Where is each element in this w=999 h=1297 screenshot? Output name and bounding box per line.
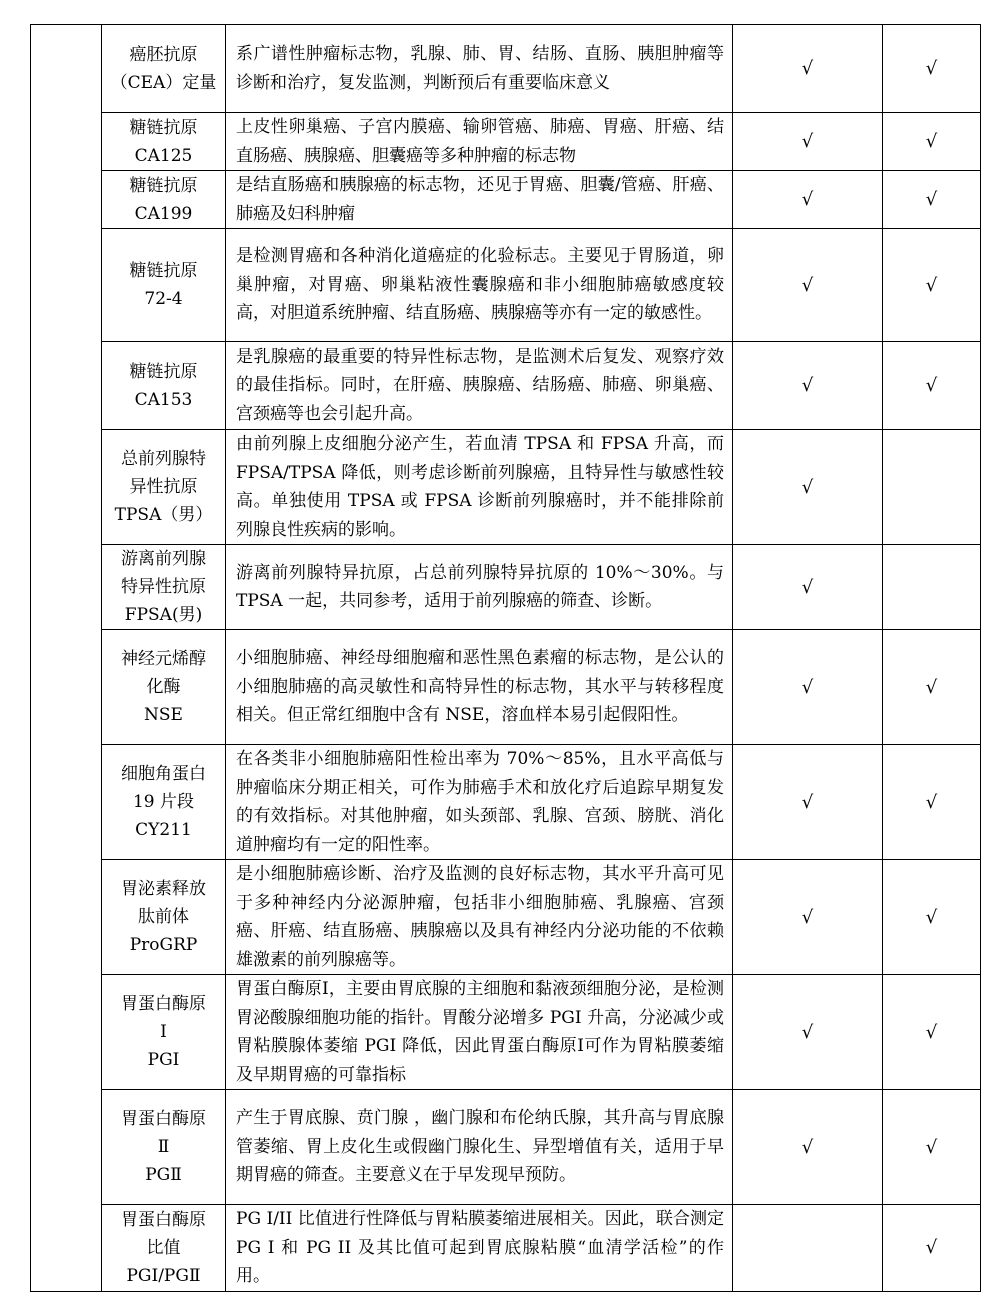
marker-name-line: 细胞角蛋白 bbox=[121, 764, 206, 784]
marker-name-line: PGⅡ bbox=[145, 1165, 182, 1185]
marker-description: 是乳腺癌的最重要的特异性标志物，是监测术后复发、观察疗效的最佳指标。同时，在肝癌、胰腺癌、结肠癌、肺癌、卵巢癌、宫颈癌等也会引起升高。 bbox=[226, 342, 733, 430]
marker-description: 小细胞肺癌、神经母细胞瘤和恶性黑色素瘤的标志物，是公认的小细胞肺癌的高灵敏性和高特异性的标志物，其水平与转移程度相关。但正常红细胞中含有 NSE，溶血样本易引起假阳性。 bbox=[226, 630, 733, 745]
check-mark-col4: √ bbox=[883, 1090, 981, 1205]
marker-name-line: 比值 bbox=[146, 1237, 181, 1258]
marker-description: 游离前列腺特异抗原，占总前列腺特异抗原的 10%～30%。与 TPSA 一起，共同参考，适用于前列腺癌的筛查、诊断。 bbox=[226, 545, 733, 630]
check-mark-col4: √ bbox=[883, 860, 981, 975]
marker-name-line: 胃蛋白酶原 bbox=[121, 994, 206, 1014]
marker-name-line: 异性抗原 bbox=[129, 477, 198, 497]
table-row bbox=[31, 171, 981, 229]
check-mark-col4: √ bbox=[883, 25, 981, 113]
marker-name-line: 糖链抗原 bbox=[129, 175, 198, 196]
marker-name-line: 神经元烯醇 bbox=[121, 649, 206, 669]
category-cell bbox=[31, 25, 102, 1292]
marker-name-cell bbox=[102, 1205, 226, 1292]
marker-name-line: 胃蛋白酶原 bbox=[121, 1209, 206, 1230]
marker-name-cell bbox=[102, 430, 226, 545]
marker-name-line: （CEA）定量 bbox=[110, 72, 217, 93]
marker-name-line: ProGRP bbox=[129, 935, 198, 955]
marker-name-line: 糖链抗原 bbox=[129, 261, 198, 281]
table-row bbox=[31, 1090, 981, 1205]
marker-name-line: NSE bbox=[144, 705, 183, 725]
check-mark-col4: √ bbox=[883, 113, 981, 171]
check-mark-col3: √ bbox=[733, 745, 883, 860]
marker-name-cell bbox=[102, 545, 226, 630]
marker-name-line: 总前列腺特 bbox=[121, 449, 206, 469]
table-row bbox=[31, 229, 981, 342]
table-row bbox=[31, 25, 981, 113]
marker-name-cell bbox=[102, 745, 226, 860]
marker-name-line: 化酶 bbox=[146, 677, 181, 697]
marker-name-line: 胃蛋白酶原 bbox=[121, 1109, 206, 1129]
check-mark-col3: √ bbox=[733, 171, 883, 229]
check-mark-col3: √ bbox=[733, 430, 883, 545]
table-row bbox=[31, 545, 981, 630]
marker-description: PG I/II 比值进行性降低与胃粘膜萎缩进展相关。因此，联合测定 PG I 和 PG II 及其比值可起到胃底腺粘膜“血清学活检”的作用。 bbox=[226, 1205, 733, 1292]
marker-name-cell bbox=[102, 113, 226, 171]
tumor-marker-table bbox=[30, 24, 981, 1292]
marker-name-line: Ⅰ bbox=[160, 1022, 167, 1042]
check-mark-col3: √ bbox=[733, 630, 883, 745]
check-mark-col4: √ bbox=[883, 1205, 981, 1292]
table-row bbox=[31, 860, 981, 975]
check-mark-col4 bbox=[883, 430, 981, 545]
marker-name-cell bbox=[102, 342, 226, 430]
marker-name-line: 胃泌素释放 bbox=[121, 879, 206, 899]
marker-name-line: Ⅱ bbox=[157, 1137, 170, 1157]
check-mark-col3: √ bbox=[733, 113, 883, 171]
check-mark-col4: √ bbox=[883, 342, 981, 430]
marker-name-line: 癌胚抗原 bbox=[129, 44, 198, 65]
table-body bbox=[31, 25, 981, 1292]
table-row bbox=[31, 745, 981, 860]
marker-name-cell bbox=[102, 860, 226, 975]
table-row bbox=[31, 430, 981, 545]
marker-name-cell bbox=[102, 25, 226, 113]
check-mark-col4 bbox=[883, 545, 981, 630]
check-mark-col4: √ bbox=[883, 229, 981, 342]
marker-name-line: PGⅠ bbox=[147, 1050, 180, 1070]
check-mark-col4: √ bbox=[883, 975, 981, 1090]
table-row bbox=[31, 113, 981, 171]
table-row bbox=[31, 975, 981, 1090]
marker-name-line: 糖链抗原 bbox=[129, 361, 198, 382]
marker-description: 是检测胃癌和各种消化道癌症的化验标志。主要见于胃肠道，卵巢肿瘤，对胃癌、卵巢粘液性囊腺癌和非小细胞肺癌敏感度较高，对胆道系统肿瘤、结直肠癌、胰腺癌等亦有一定的敏感性。 bbox=[226, 229, 733, 342]
marker-description: 是结直肠癌和胰腺癌的标志物，还见于胃癌、胆囊/管癌、肝癌、肺癌及妇科肿瘤 bbox=[226, 171, 733, 229]
marker-description: 胃蛋白酶原Ⅰ，主要由胃底腺的主细胞和黏液颈细胞分泌，是检测胃泌酸腺细胞功能的指针。胃酸分泌增多 PGI 升高，分泌减少或胃粘膜腺体萎缩 PGI 降低，因此胃蛋白酶原Ⅰ可作为胃粘膜萎缩及早期胃癌的可靠指标 bbox=[226, 975, 733, 1090]
marker-description: 是小细胞肺癌诊断、治疗及监测的良好标志物，其水平升高可见于多种神经内分泌源肿瘤，包括非小细胞肺癌、乳腺癌、宫颈癌、肝癌、结直肠癌、胰腺癌以及具有神经内分泌功能的不依赖雄激素的前列腺癌等。 bbox=[226, 860, 733, 975]
marker-description: 上皮性卵巢癌、子宫内膜癌、输卵管癌、肺癌、胃癌、肝癌、结直肠癌、胰腺癌、胆囊癌等多种肿瘤的标志物 bbox=[226, 113, 733, 171]
marker-name-line: CA153 bbox=[134, 389, 193, 410]
check-mark-col4: √ bbox=[883, 630, 981, 745]
marker-description: 由前列腺上皮细胞分泌产生，若血清 TPSA 和 FPSA 升高，而 FPSA/TPSA 降低，则考虑诊断前列腺癌，且特异性与敏感性较高。单独使用 TPSA 或 FPSA 诊断前列腺癌时，并不能排除前列腺良性疾病的影响。 bbox=[226, 430, 733, 545]
check-mark-col4: √ bbox=[883, 171, 981, 229]
check-mark-col3: √ bbox=[733, 342, 883, 430]
marker-name-line: TPSA（男） bbox=[114, 505, 213, 525]
marker-name-line: CA199 bbox=[134, 203, 193, 224]
check-mark-col3: √ bbox=[733, 545, 883, 630]
check-mark-col3 bbox=[733, 1205, 883, 1292]
marker-name-line: CY211 bbox=[135, 820, 192, 840]
check-mark-col3: √ bbox=[733, 975, 883, 1090]
marker-name-line: 19 片段 bbox=[132, 792, 195, 812]
marker-name-line: 游离前列腺 bbox=[121, 549, 206, 569]
marker-name-line: 肽前体 bbox=[138, 907, 189, 927]
check-mark-col3: √ bbox=[733, 25, 883, 113]
marker-name-line: 72-4 bbox=[144, 289, 183, 309]
table-row bbox=[31, 630, 981, 745]
check-mark-col3: √ bbox=[733, 860, 883, 975]
marker-name-line: CA125 bbox=[134, 145, 193, 166]
marker-name-cell bbox=[102, 630, 226, 745]
marker-description: 在各类非小细胞肺癌阳性检出率为 70%～85%，且水平高低与肿瘤临床分期正相关，可作为肺癌手术和放化疗后追踪早期复发的有效指标。对其他肿瘤，如头颈部、乳腺、宫颈、膀胱、消化道肿瘤均有一定的阳性率。 bbox=[226, 745, 733, 860]
check-mark-col4: √ bbox=[883, 745, 981, 860]
marker-name-line: 糖链抗原 bbox=[129, 117, 198, 138]
marker-name-cell bbox=[102, 1090, 226, 1205]
check-mark-col3: √ bbox=[733, 1090, 883, 1205]
marker-name-cell bbox=[102, 229, 226, 342]
marker-name-line: PGⅠ/PGⅡ bbox=[126, 1265, 201, 1286]
marker-description: 产生于胃底腺、贲门腺 ，幽门腺和布伦纳氏腺，其升高与胃底腺管萎缩、胃上皮化生或假幽门腺化生、异型增值有关，适用于早期胃癌的筛查。主要意义在于早发现早预防。 bbox=[226, 1090, 733, 1205]
check-mark-col3: √ bbox=[733, 229, 883, 342]
table-row bbox=[31, 1205, 981, 1292]
marker-name-line: FPSA(男) bbox=[124, 605, 203, 625]
marker-name-cell bbox=[102, 975, 226, 1090]
marker-name-line: 特异性抗原 bbox=[121, 577, 206, 597]
table-row bbox=[31, 342, 981, 430]
marker-name-cell bbox=[102, 171, 226, 229]
marker-description: 系广谱性肿瘤标志物，乳腺、肺、胃、结肠、直肠、胰胆肿瘤等诊断和治疗，复发监测，判断预后有重要临床意义 bbox=[226, 25, 733, 113]
